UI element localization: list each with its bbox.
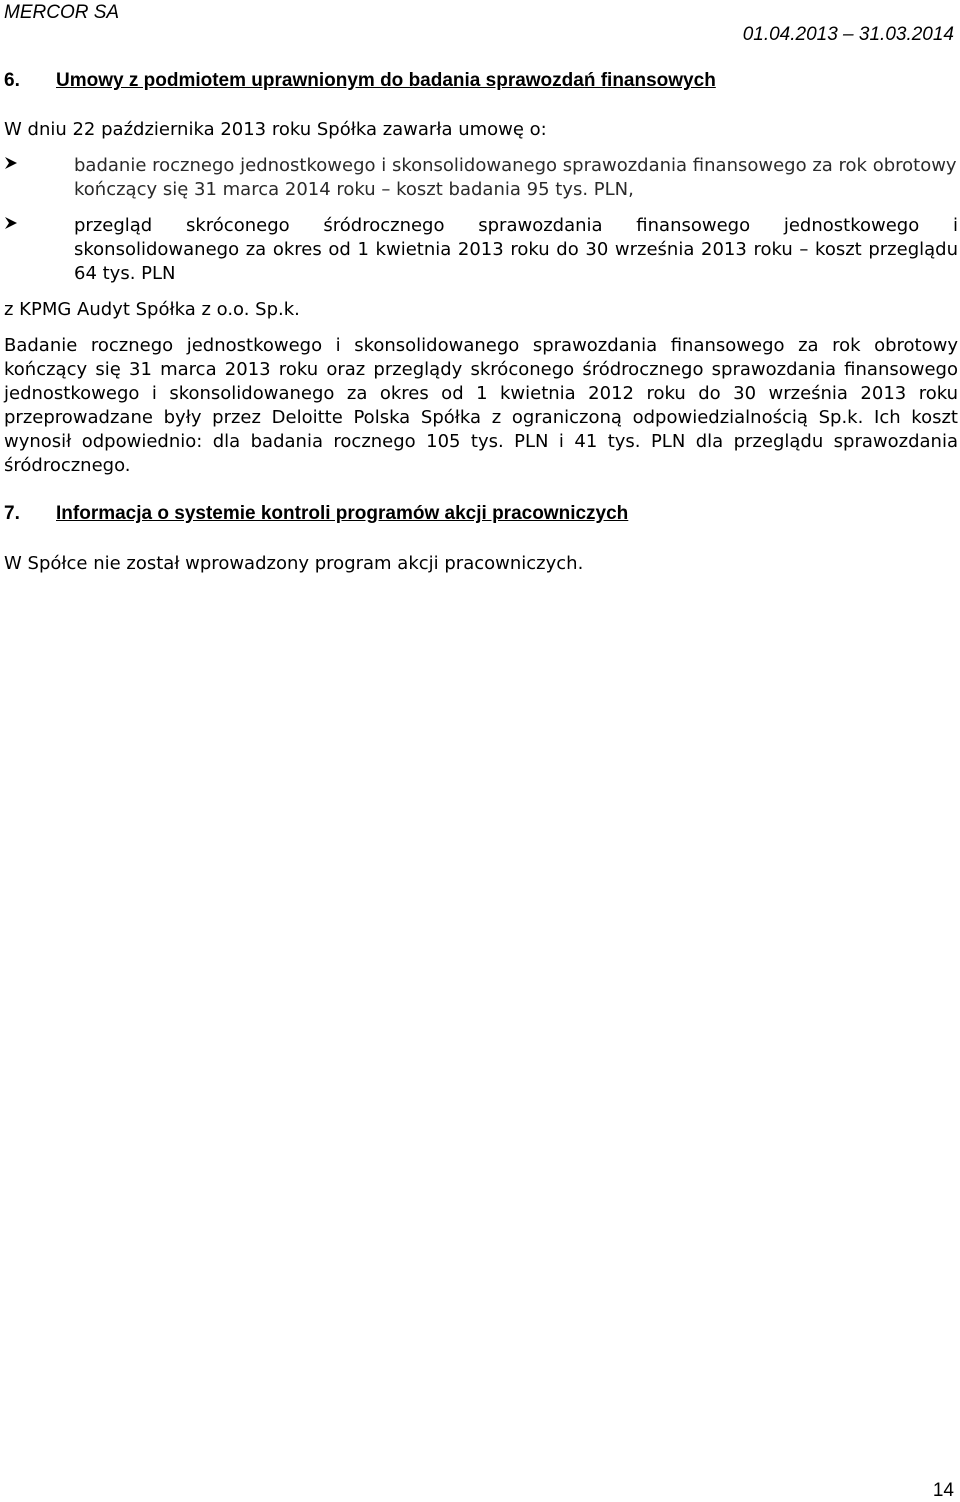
report-period: 01.04.2013 – 31.03.2014 <box>742 24 954 45</box>
section-6-number: 6. <box>4 70 20 91</box>
section-7-heading <box>4 503 628 525</box>
bullet-item-1-text: badanie rocznego jednostkowego i skonsolidowanego sprawozdania finansowego za rok obrotowy kończący się 31 marca 2014 roku – koszt badania 95 tys. PLN, <box>74 155 957 200</box>
page-number: 14 <box>932 1480 954 1501</box>
auditor-line: z KPMG Audyt Spółka z o.o. Sp.k. <box>4 299 300 320</box>
section-6-heading <box>4 70 716 92</box>
section-7-text: W Spółce nie został wprowadzony program akcji pracowniczych. <box>4 553 584 574</box>
company-name: MERCOR SA <box>4 2 120 23</box>
arrowhead-bullet-icon <box>4 154 18 178</box>
section-6-intro: W dniu 22 października 2013 roku Spółka zawarła umowę o: <box>4 119 547 140</box>
section-7-title: Informacja o systemie kontroli programów akcji pracowniczych <box>56 503 629 524</box>
section-6-title: Umowy z podmiotem uprawnionym do badania sprawozdań finansowych <box>56 70 716 91</box>
section-6-paragraph: Badanie rocznego jednostkowego i skonsolidowanego sprawozdania finansowego za rok obrotowy kończący się 31 marca 2013 roku oraz przeglądy skróconego śródrocznego sprawozdania finansowego jednostkowego i skonsolidowanego za okres od 1 kwietnia 2012 roku do 30 września 2013 roku przeprowadzane były przez Deloitte Polska Spółka z ograniczoną odpowiedzialnością Sp.k. Ich koszt wynosił odpowiednio: dla badania rocznego 105 tys. PLN i 41 tys. PLN dla przeglądu sprawozdania śródrocznego. <box>4 335 958 476</box>
arrowhead-bullet-icon <box>4 214 18 238</box>
section-7-number: 7. <box>4 503 20 524</box>
bullet-item-2-text: przegląd skróconego śródrocznego sprawozdania finansowego jednostkowego i skonsolidowanego za okres od 1 kwietnia 2013 roku do 30 września 2013 roku – koszt przeglądu 64 tys. PLN <box>74 215 958 284</box>
